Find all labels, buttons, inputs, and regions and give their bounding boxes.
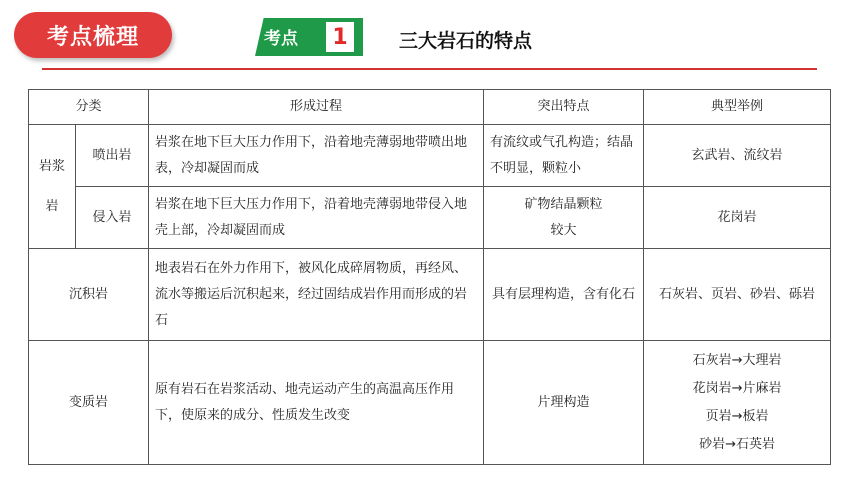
section-badge: 考点梳理 [14, 12, 172, 58]
point-label: 考点 [264, 29, 298, 49]
table-row [29, 187, 831, 249]
row-type: 喷出岩 [76, 125, 149, 187]
example-item: 花岗岩→片麻岩 [692, 380, 782, 396]
rock-table [28, 89, 831, 465]
table-row [29, 125, 831, 187]
header-features: 突出特点 [484, 90, 644, 125]
table-header-row [29, 90, 831, 125]
row-type: 侵入岩 [76, 187, 149, 249]
table-row [29, 249, 831, 341]
row-features: 具有层理构造，含有化石 [484, 249, 644, 341]
row-examples [644, 341, 831, 465]
row-features: 片理构造 [484, 341, 644, 465]
page-title: 三大岩石的特点 [399, 30, 533, 52]
point-number: 1 [326, 22, 354, 52]
header-process: 形成过程 [149, 90, 484, 125]
example-item: 砂岩→石英岩 [699, 436, 775, 452]
row-process: 岩浆在地下巨大压力作用下，沿着地壳薄弱地带侵入地壳上部，冷却凝固而成 [149, 187, 484, 249]
example-item: 石灰岩→大理岩 [692, 352, 782, 368]
row-type: 沉积岩 [29, 249, 149, 341]
row-process: 地表岩石在外力作用下，被风化成碎屑物质，再经风、流水等搬运后沉积起来，经过固结成岩作用而形成的岩石 [149, 249, 484, 341]
row-examples: 石灰岩、页岩、砂岩、砾岩 [644, 249, 831, 341]
row-type: 变质岩 [29, 341, 149, 465]
row-features: 矿物结晶颗粒较大 [484, 187, 644, 249]
row-process: 原有岩石在岩浆活动、地壳运动产生的高温高压作用下，使原来的成分、性质发生改变 [149, 341, 484, 465]
header-examples: 典型举例 [644, 90, 831, 125]
table-row [29, 341, 831, 465]
title-divider [42, 68, 817, 70]
row-examples: 花岗岩 [644, 187, 831, 249]
igneous-label: 岩浆岩 [29, 125, 76, 249]
header-category: 分类 [29, 90, 149, 125]
row-process: 岩浆在地下巨大压力作用下，沿着地壳薄弱地带喷出地表，冷却凝固而成 [149, 125, 484, 187]
row-features: 有流纹或气孔构造；结晶不明显，颗粒小 [484, 125, 644, 187]
row-examples: 玄武岩、流纹岩 [644, 125, 831, 187]
example-item: 页岩→板岩 [705, 408, 769, 424]
